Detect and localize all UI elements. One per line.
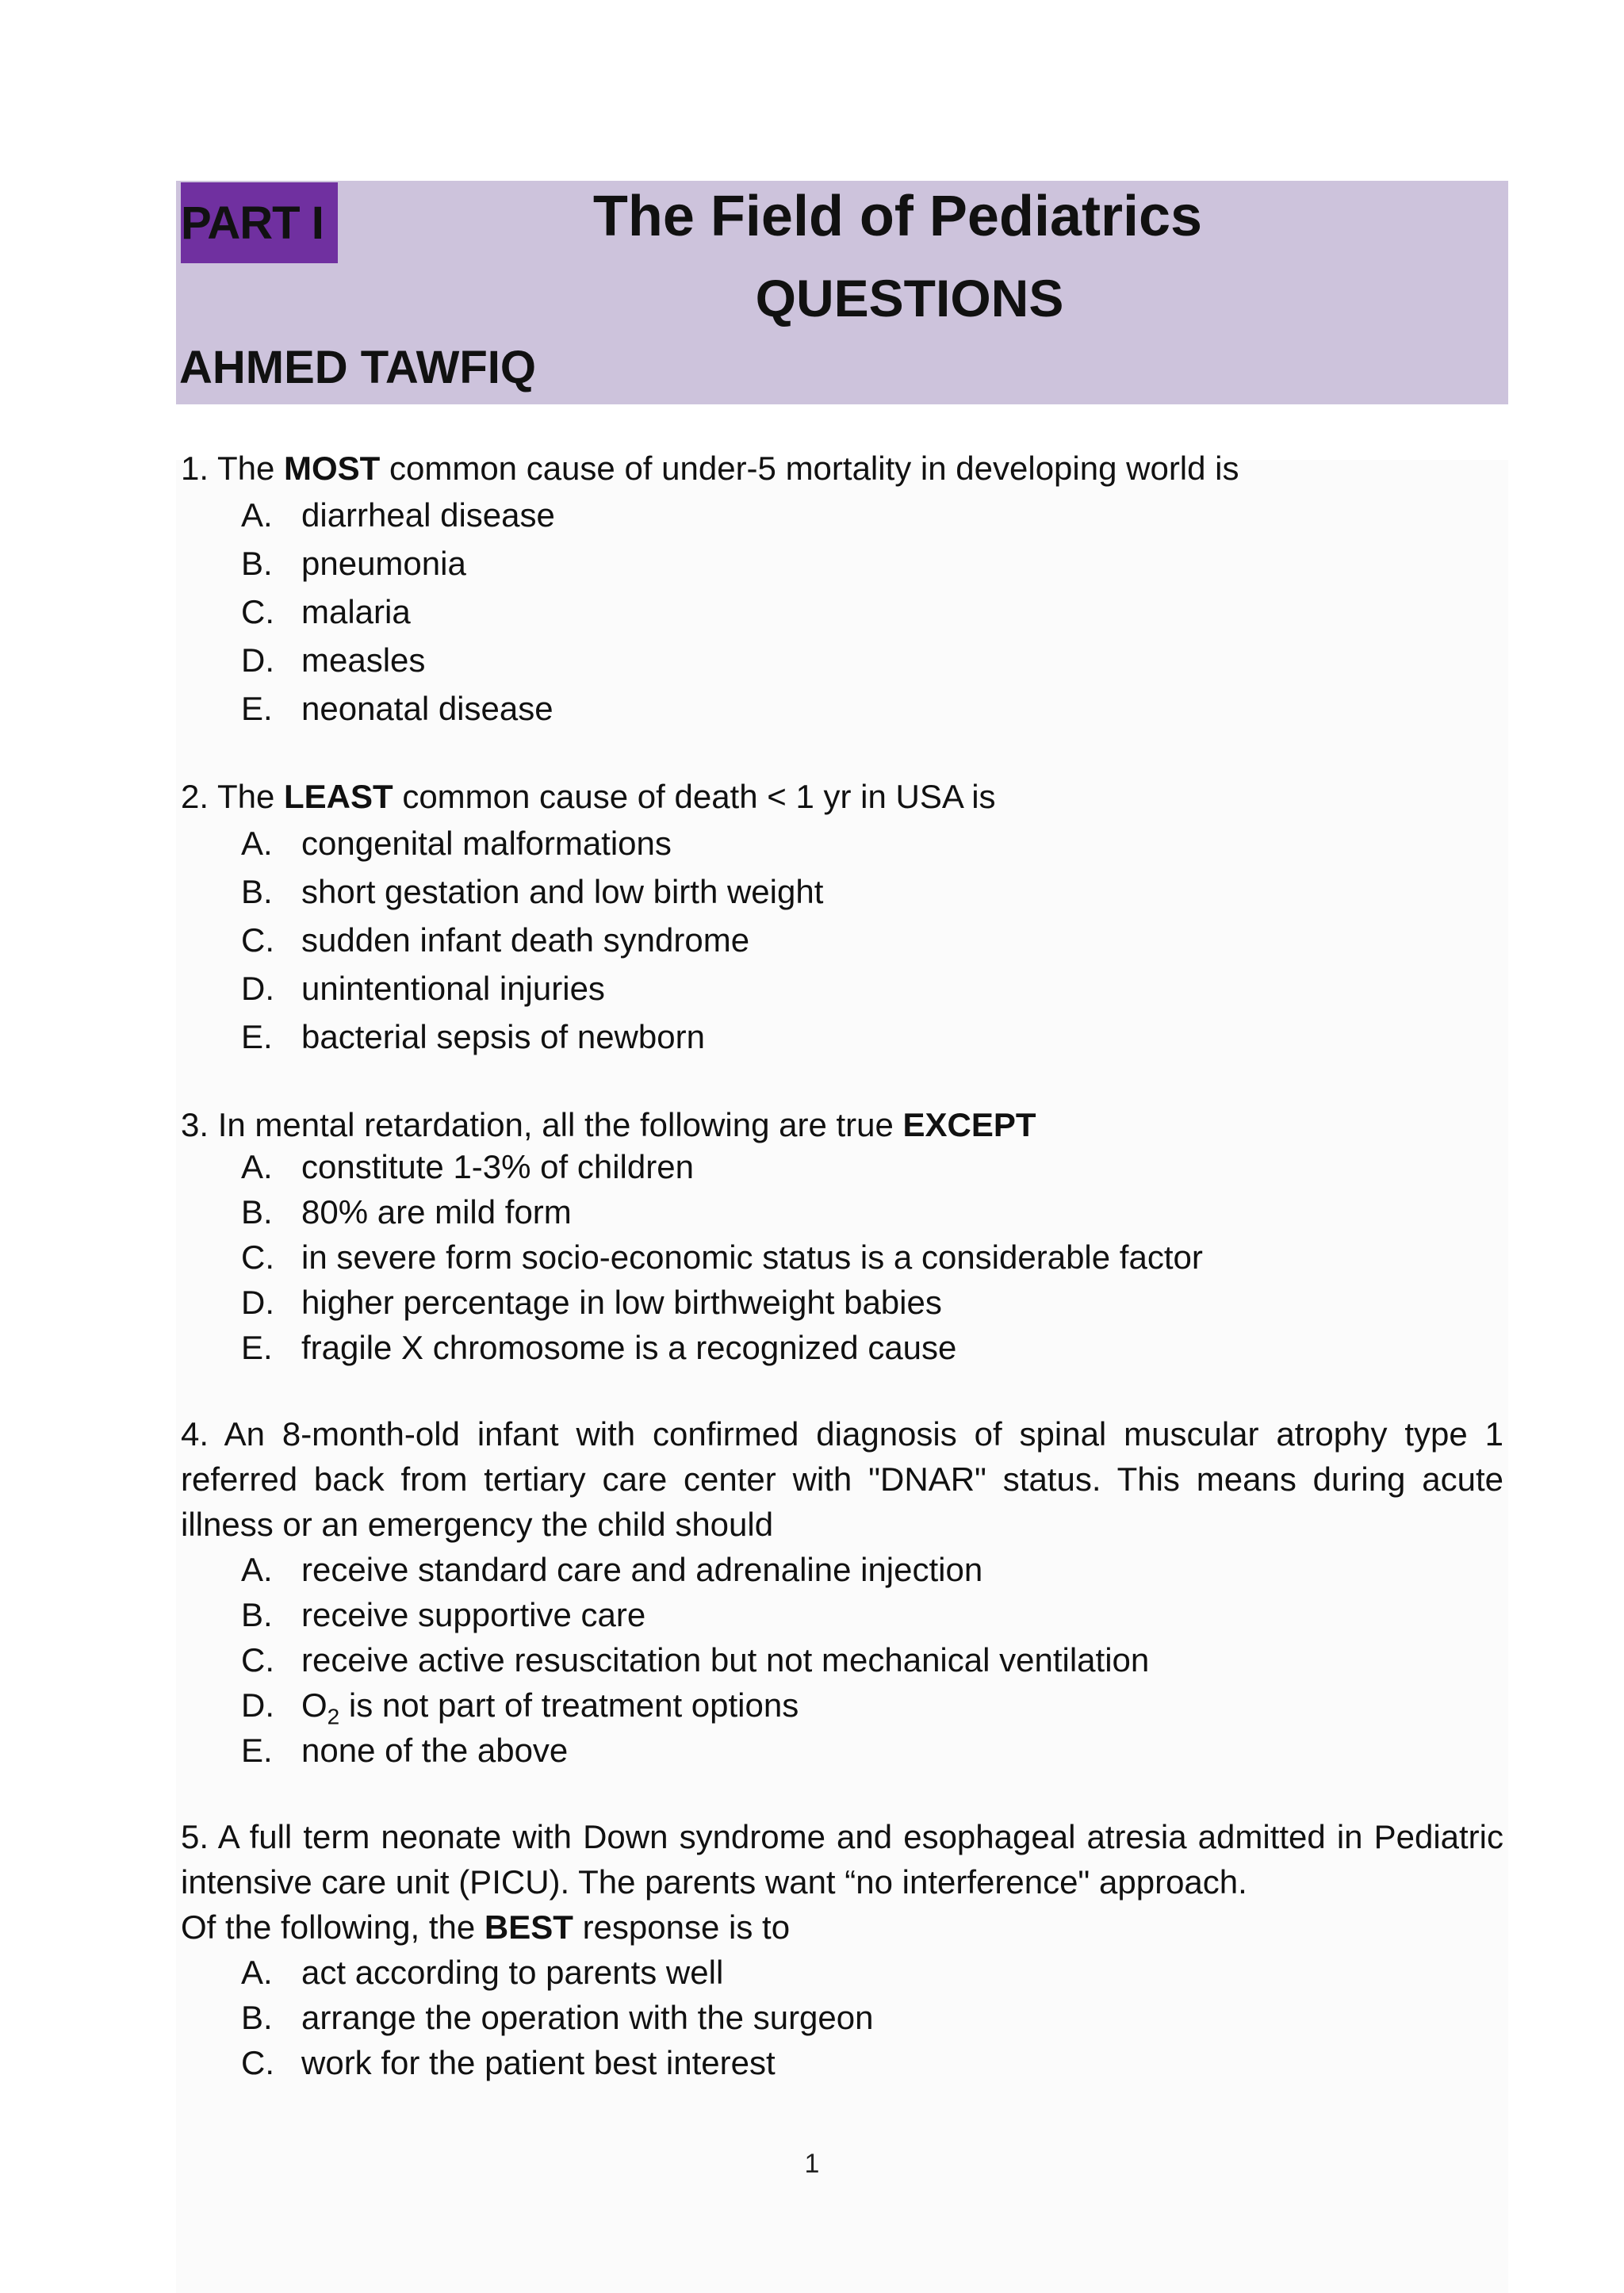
option-text: sudden infant death syndrome xyxy=(301,921,750,959)
option-letter: C. xyxy=(241,921,274,959)
option-list xyxy=(181,1144,1503,1370)
option-text: pneumonia xyxy=(301,545,466,582)
option-d[interactable] xyxy=(181,1682,1503,1728)
option-letter: D. xyxy=(241,970,274,1007)
stem-text: 1. The xyxy=(181,450,284,487)
option-letter: B. xyxy=(241,1999,273,2036)
option-text: is not part of treatment options xyxy=(339,1686,799,1724)
option-c[interactable] xyxy=(181,1235,1503,1280)
option-text: in severe form socio-economic status is a considerable factor xyxy=(301,1238,1203,1276)
option-text: arrange the operation with the surgeon xyxy=(301,1999,874,2036)
question-stem xyxy=(181,1411,1503,1547)
stem-text: 2. The xyxy=(181,778,284,815)
spacer xyxy=(181,1370,1503,1411)
option-letter: A. xyxy=(241,1148,273,1185)
option-letter: D. xyxy=(241,641,274,679)
option-e[interactable] xyxy=(181,1728,1503,1773)
page-title: The Field of Pediatrics xyxy=(592,185,1203,248)
option-b[interactable] xyxy=(181,539,1503,588)
option-text: measles xyxy=(301,641,426,679)
option-letter: E. xyxy=(241,1018,273,1055)
option-letter: D. xyxy=(241,1284,274,1321)
stem-text: Of the following, the xyxy=(181,1908,485,1946)
option-text: neonatal disease xyxy=(301,690,553,727)
option-a[interactable] xyxy=(181,819,1503,867)
option-text: bacterial sepsis of newborn xyxy=(301,1018,705,1055)
option-c[interactable] xyxy=(181,588,1503,636)
option-letter: C. xyxy=(241,593,274,630)
question-stem xyxy=(181,1102,1503,1147)
option-b[interactable] xyxy=(181,1189,1503,1235)
option-text: receive active resuscitation but not mechanical ventilation xyxy=(301,1641,1150,1679)
option-c[interactable] xyxy=(181,916,1503,964)
option-e[interactable] xyxy=(181,1013,1503,1061)
option-c[interactable] xyxy=(181,1637,1503,1682)
option-b[interactable] xyxy=(181,867,1503,916)
option-b[interactable] xyxy=(181,1592,1503,1637)
option-a[interactable] xyxy=(181,1144,1503,1189)
question-stem-line2 xyxy=(181,1904,1503,1950)
question-list xyxy=(181,446,1503,2085)
page-subtitle: QUESTIONS xyxy=(755,269,1064,327)
option-letter: E. xyxy=(241,1329,273,1366)
question-stem xyxy=(181,1814,1503,1904)
option-a[interactable] xyxy=(181,491,1503,539)
option-c[interactable] xyxy=(181,2040,1503,2085)
option-text: congenital malformations xyxy=(301,825,672,862)
option-letter: B. xyxy=(241,1596,273,1633)
option-list xyxy=(181,491,1503,733)
option-letter: A. xyxy=(241,1551,273,1588)
option-letter: A. xyxy=(241,1954,273,1991)
option-a[interactable] xyxy=(181,1950,1503,1995)
spacer xyxy=(181,1773,1503,1814)
stem-text: 5. A full term neonate with Down syndrome and esophageal atresia admitted in Pediatric intensive care unit (PICU). The parents want “no interference" approach. xyxy=(181,1818,1503,1901)
option-a[interactable] xyxy=(181,1547,1503,1592)
option-d[interactable] xyxy=(181,636,1503,684)
stem-text: common cause of death < 1 yr in USA is xyxy=(393,778,996,815)
option-text: malaria xyxy=(301,593,411,630)
stem-text: 4. An 8-month-old infant with confirmed diagnosis of spinal muscular atrophy type 1 referred back from tertiary care center with "DNAR" status. This means during acute illness or an emergency the child should xyxy=(181,1415,1503,1543)
stem-emphasis: EXCEPT xyxy=(902,1106,1036,1143)
option-list xyxy=(181,819,1503,1061)
option-d[interactable] xyxy=(181,964,1503,1013)
option-subscript: 2 xyxy=(327,1704,340,1729)
option-list xyxy=(181,1950,1503,2085)
stem-text: common cause of under-5 mortality in developing world is xyxy=(380,450,1239,487)
stem-emphasis: MOST xyxy=(283,450,381,487)
option-text: diarrheal disease xyxy=(301,496,555,534)
option-b[interactable] xyxy=(181,1995,1503,2040)
author-name: AHMED TAWFIQ xyxy=(179,342,536,393)
option-text: constitute 1-3% of children xyxy=(301,1148,694,1185)
option-text: none of the above xyxy=(301,1732,569,1769)
option-letter: D. xyxy=(241,1686,274,1724)
question-stem xyxy=(181,774,1503,819)
option-text: O xyxy=(301,1686,327,1724)
option-letter: B. xyxy=(241,545,273,582)
option-letter: C. xyxy=(241,1238,274,1276)
option-text: 80% are mild form xyxy=(301,1193,572,1231)
option-text: short gestation and low birth weight xyxy=(301,873,824,910)
stem-emphasis: LEAST xyxy=(283,778,393,815)
option-letter: A. xyxy=(241,496,273,534)
option-letter: B. xyxy=(241,873,273,910)
option-text: act according to parents well xyxy=(301,1954,724,1991)
option-text: unintentional injuries xyxy=(301,970,605,1007)
stem-emphasis: BEST xyxy=(484,1908,573,1946)
option-text: work for the patient best interest xyxy=(301,2044,776,2081)
option-e[interactable] xyxy=(181,684,1503,733)
question-stem xyxy=(181,446,1503,491)
option-letter: E. xyxy=(241,690,273,727)
question-3 xyxy=(181,1102,1503,1370)
question-4 xyxy=(181,1411,1503,1773)
question-5 xyxy=(181,1814,1503,2085)
option-letter: E. xyxy=(241,1732,273,1769)
option-e[interactable] xyxy=(181,1325,1503,1370)
option-letter: C. xyxy=(241,1641,274,1679)
option-d[interactable] xyxy=(181,1280,1503,1325)
option-text: receive supportive care xyxy=(301,1596,646,1633)
option-list xyxy=(181,1547,1503,1773)
part-label: PART I xyxy=(181,197,324,249)
page-number: 1 xyxy=(804,2149,820,2179)
question-2 xyxy=(181,774,1503,1061)
option-text: higher percentage in low birthweight babies xyxy=(301,1284,942,1321)
option-letter: C. xyxy=(241,2044,274,2081)
option-text: receive standard care and adrenaline injection xyxy=(301,1551,983,1588)
question-1 xyxy=(181,446,1503,733)
stem-text: response is to xyxy=(573,1908,791,1946)
option-letter: A. xyxy=(241,825,273,862)
spacer xyxy=(181,733,1503,774)
option-text: fragile X chromosome is a recognized cause xyxy=(301,1329,957,1366)
option-letter: B. xyxy=(241,1193,273,1231)
stem-text: 3. In mental retardation, all the following are true xyxy=(181,1106,903,1143)
spacer xyxy=(181,1061,1503,1102)
